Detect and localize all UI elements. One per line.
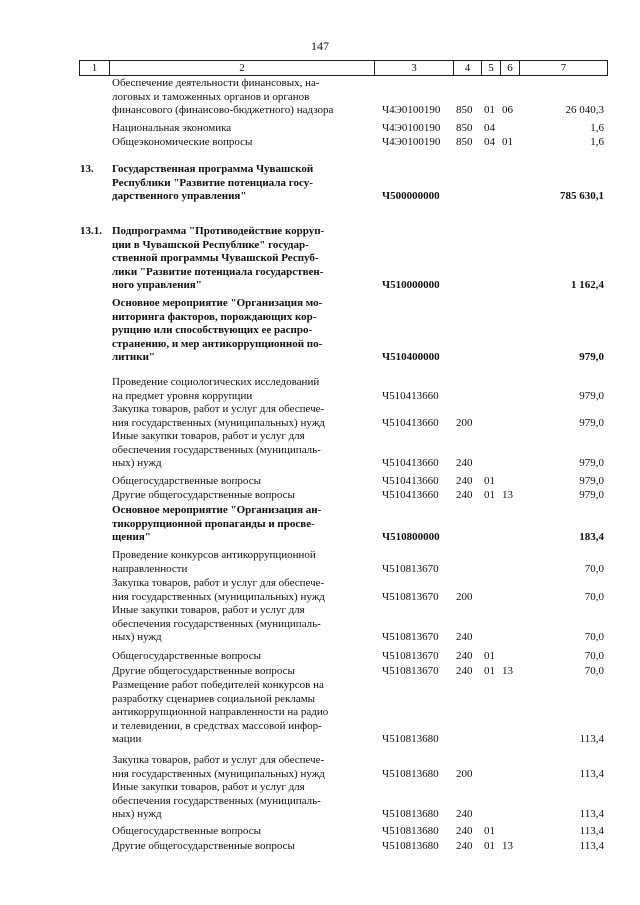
column-header-6: 6 — [501, 61, 520, 76]
row-code: Ч500000000 — [382, 190, 440, 202]
row-code: Ч510413660 — [382, 389, 439, 402]
row-name — [112, 376, 370, 403]
row-section: 01 — [484, 840, 495, 852]
row-code: Ч510413660 — [382, 475, 439, 487]
row-code: Ч510813680 — [382, 840, 439, 852]
row-section: 01 — [484, 104, 495, 116]
row-amount: 70,0 — [584, 665, 604, 677]
row-number: 13.1. — [80, 225, 102, 237]
row-expense-type: 200 — [456, 767, 473, 780]
column-header-4: 4 — [454, 61, 482, 76]
row-name — [112, 754, 370, 781]
row-name-line: тикоррупционной пропаганды и просве- — [112, 517, 315, 530]
row-name-line: ного управления" — [112, 279, 202, 291]
row-name — [112, 122, 370, 136]
row-name-line: разработку сценариев социальной рекламы — [112, 692, 316, 705]
table-row — [0, 825, 640, 839]
table-row — [0, 489, 640, 503]
row-section: 01 — [484, 665, 495, 677]
row-name-line: Национальная экономика — [112, 122, 232, 134]
row-name-line: Общегосударственные вопросы — [112, 475, 261, 487]
row-name — [112, 504, 370, 545]
row-amount: 979,0 — [579, 416, 604, 429]
row-name-line: ния государственных (муниципальных) нужд — [112, 590, 325, 603]
row-amount: 979,0 — [579, 475, 604, 487]
row-name-line: Общеэкономические вопросы — [112, 136, 253, 148]
row-name-line: Другие общегосударственные вопросы — [112, 665, 295, 677]
row-name-line: Закупка товаров, работ и услуг для обеспече- — [112, 403, 325, 415]
row-name-line: ных) нужд — [112, 457, 162, 469]
row-name — [112, 840, 370, 854]
row-code: Ч510413660 — [382, 416, 439, 429]
row-amount: 785 630,1 — [560, 190, 604, 202]
table-row — [0, 604, 640, 645]
row-name — [112, 781, 370, 822]
row-name-line: лики "Развитие потенциала государствен- — [112, 265, 324, 278]
row-code: Ч510813680 — [382, 733, 439, 745]
row-name — [112, 136, 370, 150]
row-expense-type: 240 — [456, 808, 473, 820]
row-code: Ч510813670 — [382, 590, 439, 603]
row-name — [112, 297, 370, 365]
row-expense-type: 850 — [456, 136, 473, 148]
row-amount: 979,0 — [579, 389, 604, 402]
row-name-line: логовых и таможенных органов и органов — [112, 90, 310, 103]
row-subsection: 06 — [502, 104, 513, 116]
row-name — [112, 163, 370, 204]
row-name — [112, 77, 370, 118]
row-name-line: Республики "Развитие потенциала госу- — [112, 176, 313, 189]
table-row — [0, 549, 640, 576]
row-name-line: ции в Чувашской Республике" государ- — [112, 238, 309, 251]
row-expense-type: 240 — [456, 475, 473, 487]
row-code: Ч510000000 — [382, 279, 440, 291]
row-amount: 113,4 — [579, 840, 604, 852]
row-code: Ч510400000 — [382, 351, 440, 363]
row-name-line: Государственная программа Чувашской — [112, 163, 314, 175]
row-code: Ч4Э0100190 — [382, 122, 441, 134]
row-section: 01 — [484, 475, 495, 487]
table-row — [0, 665, 640, 679]
row-section: 04 — [484, 136, 495, 148]
row-amount: 70,0 — [584, 650, 604, 662]
row-name — [112, 549, 370, 576]
row-name-line: Проведение конкурсов антикоррупционной — [112, 549, 316, 561]
table-row — [0, 840, 640, 854]
row-name-line: ния государственных (муниципальных) нужд — [112, 416, 325, 429]
row-subsection: 13 — [502, 489, 513, 501]
table-row — [0, 297, 640, 365]
row-name — [112, 489, 370, 503]
row-amount: 979,0 — [579, 457, 604, 469]
row-name-line: обеспечения государственных (муниципаль- — [112, 443, 321, 456]
row-subsection: 01 — [502, 136, 513, 148]
row-section: 01 — [484, 825, 495, 837]
row-subsection: 13 — [502, 840, 513, 852]
table-row — [0, 679, 640, 747]
row-amount: 1,6 — [590, 122, 604, 134]
row-amount: 979,0 — [579, 351, 604, 363]
row-name-line: ных) нужд — [112, 808, 162, 820]
row-code: Ч510813680 — [382, 825, 439, 837]
row-expense-type: 240 — [456, 840, 473, 852]
row-amount: 113,4 — [579, 767, 604, 780]
row-name-line: Обеспечение деятельности финансовых, на- — [112, 77, 320, 89]
row-amount: 113,4 — [579, 733, 604, 745]
column-header-1: 1 — [80, 61, 110, 76]
row-name-line: ных) нужд — [112, 631, 162, 643]
row-name — [112, 825, 370, 839]
row-code: Ч4Э0100190 — [382, 136, 441, 148]
row-expense-type: 240 — [456, 631, 473, 643]
row-name-line: Проведение социологических исследований — [112, 376, 320, 388]
row-code: Ч510813670 — [382, 665, 439, 677]
table-row — [0, 430, 640, 471]
row-section: 01 — [484, 650, 495, 662]
row-name-line: Основное мероприятие "Организация ан- — [112, 504, 322, 516]
row-expense-type: 850 — [456, 104, 473, 116]
row-name-line: Другие общегосударственные вопросы — [112, 840, 295, 852]
row-name-line: Иные закупки товаров, работ и услуг для — [112, 781, 305, 793]
row-name-line: Размещение работ победителей конкурсов на — [112, 679, 324, 691]
table-row — [0, 122, 640, 136]
row-name-line: на предмет уровня коррупции — [112, 389, 253, 402]
row-name-line: Общегосударственные вопросы — [112, 825, 261, 837]
row-name-line: антикоррупционной направленности на радио — [112, 706, 329, 718]
row-expense-type: 200 — [456, 416, 473, 429]
row-subsection: 13 — [502, 665, 513, 677]
row-name — [112, 650, 370, 664]
row-expense-type: 200 — [456, 590, 473, 603]
row-amount: 70,0 — [584, 590, 604, 603]
row-amount: 1,6 — [590, 136, 604, 148]
row-amount: 113,4 — [579, 825, 604, 837]
row-name-line: литики" — [112, 351, 156, 363]
row-name-line: ниторинга факторов, порождающих кор- — [112, 310, 317, 323]
row-name-line: обеспечения государственных (муниципаль- — [112, 617, 321, 630]
row-code: Ч510413660 — [382, 457, 439, 469]
row-amount: 26 040,3 — [565, 104, 604, 116]
row-amount: 70,0 — [584, 562, 604, 575]
row-amount: 113,4 — [579, 808, 604, 820]
row-code: Ч510813670 — [382, 631, 439, 643]
row-name-line: Иные закупки товаров, работ и услуг для — [112, 430, 305, 442]
row-name-line: щения" — [112, 531, 151, 543]
row-name-line: обеспечения государственных (муниципаль- — [112, 794, 321, 807]
table-header — [79, 60, 608, 76]
row-name-line: Закупка товаров, работ и услуг для обеспече- — [112, 577, 325, 589]
table-row — [0, 403, 640, 430]
table-row — [0, 504, 640, 545]
table-row — [0, 225, 640, 293]
row-name — [112, 679, 370, 747]
row-name — [112, 665, 370, 679]
row-name-line: рупцию или способствующих ее распро- — [112, 324, 313, 336]
row-name — [112, 475, 370, 489]
row-name-line: мации — [112, 733, 142, 745]
row-name-line: и телевидении, в средствах массовой инфор- — [112, 719, 322, 732]
row-code: Ч510813670 — [382, 650, 439, 662]
row-expense-type: 240 — [456, 457, 473, 469]
column-header-5: 5 — [482, 61, 501, 76]
table-row — [0, 77, 640, 118]
row-name-line: Основное мероприятие "Организация мо- — [112, 297, 323, 309]
row-name-line: Общегосударственные вопросы — [112, 650, 261, 662]
row-name — [112, 403, 370, 430]
row-code: Ч510813670 — [382, 562, 439, 575]
row-expense-type: 850 — [456, 122, 473, 134]
table-row — [0, 781, 640, 822]
table-row — [0, 475, 640, 489]
row-section: 01 — [484, 489, 495, 501]
row-name-line: финансового (финансово-бюджетного) надзора — [112, 104, 334, 116]
row-code: Ч510413660 — [382, 489, 439, 501]
row-name — [112, 225, 370, 293]
row-number: 13. — [80, 163, 94, 175]
table-row — [0, 650, 640, 664]
row-amount: 979,0 — [579, 489, 604, 501]
table-row — [0, 577, 640, 604]
row-section: 04 — [484, 122, 495, 134]
row-name-line: странению, и мер антикоррупционной по- — [112, 337, 323, 350]
column-header-7: 7 — [520, 61, 608, 76]
row-name-line: ния государственных (муниципальных) нужд — [112, 767, 325, 780]
row-amount: 183,4 — [579, 531, 604, 543]
row-code: Ч510813680 — [382, 767, 439, 780]
column-header-2: 2 — [110, 61, 375, 76]
row-name-line: Подпрограмма "Противодействие корруп- — [112, 225, 325, 237]
row-code: Ч4Э0100190 — [382, 104, 441, 116]
row-name-line: дарственного управления" — [112, 190, 247, 202]
row-amount: 70,0 — [584, 631, 604, 643]
row-code: Ч510800000 — [382, 531, 440, 543]
row-name-line: ственной программы Чувашской Респуб- — [112, 252, 319, 264]
row-expense-type: 240 — [456, 650, 473, 662]
table-row — [0, 376, 640, 403]
row-name — [112, 604, 370, 645]
row-expense-type: 240 — [456, 489, 473, 501]
row-name-line: Иные закупки товаров, работ и услуг для — [112, 604, 305, 616]
row-expense-type: 240 — [456, 825, 473, 837]
row-expense-type: 240 — [456, 665, 473, 677]
row-name — [112, 577, 370, 604]
column-header-3: 3 — [375, 61, 454, 76]
row-amount: 1 162,4 — [571, 279, 604, 291]
table-row — [0, 136, 640, 150]
row-name-line: Закупка товаров, работ и услуг для обеспече- — [112, 754, 325, 766]
row-code: Ч510813680 — [382, 808, 439, 820]
table-row — [0, 754, 640, 781]
row-name — [112, 430, 370, 471]
page-number: 147 — [311, 39, 329, 53]
row-name-line: направленности — [112, 562, 188, 575]
row-name-line: Другие общегосударственные вопросы — [112, 489, 295, 501]
table-row — [0, 163, 640, 204]
